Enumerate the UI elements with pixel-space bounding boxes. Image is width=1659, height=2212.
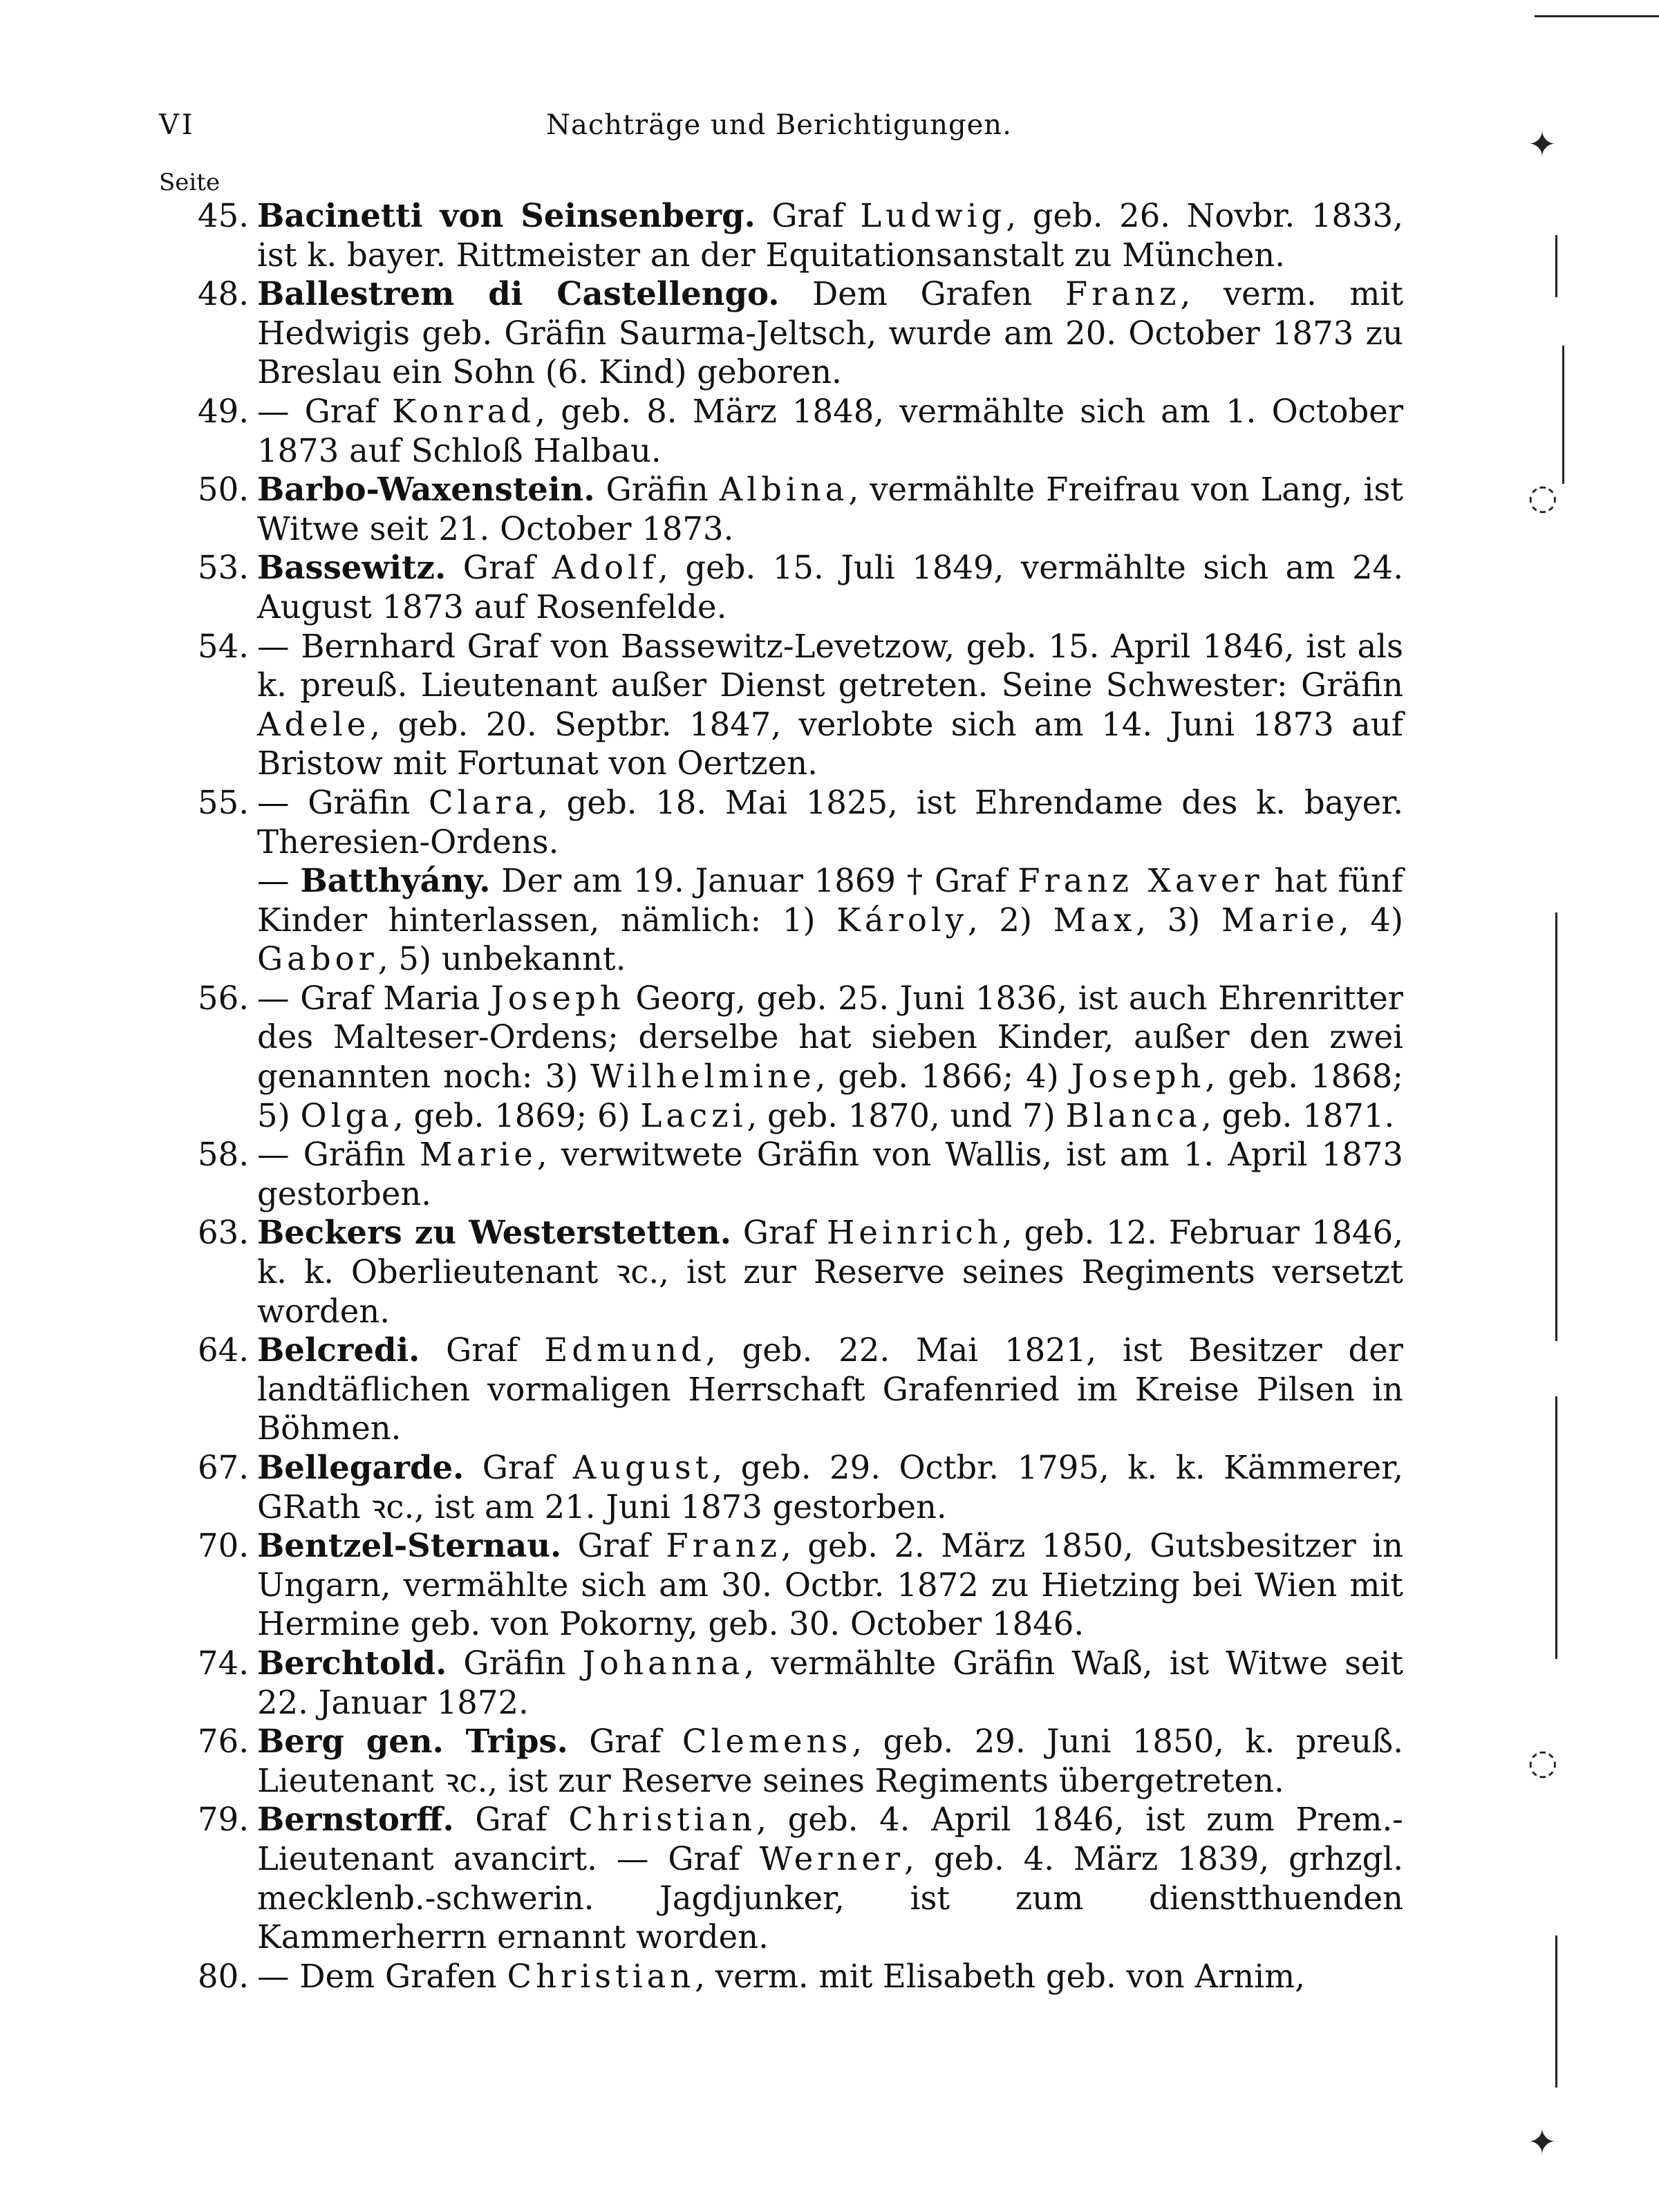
entry-text xyxy=(257,1448,1403,1526)
spaced-given-name: Clemens xyxy=(682,1723,852,1761)
entry xyxy=(159,1957,1403,1996)
entry-text-run: , 5) unbekannt. xyxy=(377,940,626,978)
family-name: Bassewitz. xyxy=(257,548,447,587)
entry-number: 54. xyxy=(198,627,249,665)
entry-number: 67. xyxy=(198,1449,249,1486)
entry xyxy=(159,1448,1403,1526)
page-header xyxy=(159,97,1403,159)
entry-text-run: hat fünf Kinder hinterlassen, nämlich: 1) xyxy=(257,862,1403,939)
spaced-given-name: Olga xyxy=(300,1096,393,1134)
spaced-given-name: Joseph xyxy=(1071,1058,1206,1096)
spaced-given-name: Heinrich xyxy=(826,1214,1002,1252)
entry-text xyxy=(257,1526,1403,1644)
spaced-given-name: Adele xyxy=(257,705,371,743)
margin-stroke xyxy=(1555,1396,1557,1659)
spaced-given-name: Joseph xyxy=(491,979,625,1017)
entry-text-run: Graf xyxy=(731,1214,827,1252)
margin-blot-icon: ✦ xyxy=(1528,124,1557,165)
entry xyxy=(159,392,1403,470)
entry-number: 63. xyxy=(198,1214,249,1252)
entry-text xyxy=(257,979,1403,1135)
entry xyxy=(159,1722,1403,1800)
spaced-given-name: Albina xyxy=(719,471,849,509)
entry-text-run: — Graf xyxy=(257,392,393,430)
entry-text-run: Graf xyxy=(755,197,861,234)
family-name: Batthyány. xyxy=(300,861,491,900)
entry-text-run: , verwitwete Gräfin von Wallis, ist am 1. April 1873 gestorben. xyxy=(257,1136,1404,1212)
entry-text-run: Gräfin xyxy=(447,1644,583,1682)
entry-text-run: Georg, geb. 25. Juni 1836, ist auch Ehrenritter des Malteser-Ordens; derselbe hat sieben Kinder, außer den zwei genannten noch: 3) xyxy=(257,979,1403,1096)
margin-stroke xyxy=(1555,912,1557,1341)
entry-text-run: — Gräfin xyxy=(257,1136,420,1174)
entry-text-run: , geb. 4. März 1839, grhzgl. mecklenb.-schwerin. Jagdjunker, ist zum dienstthuenden Kammerherrn ernannt worden. xyxy=(257,1839,1403,1956)
entry-text-run: , 2) xyxy=(967,901,1053,939)
entry-text-run: — Dem Grafen xyxy=(257,1957,507,1995)
entry-number: 76. xyxy=(198,1723,249,1761)
entry-text xyxy=(257,627,1403,783)
spaced-given-name: Marie xyxy=(419,1136,537,1174)
entry-text-run: , geb. 15. Juli 1849, vermählte sich am 24. August 1873 auf Rosenfelde. xyxy=(257,549,1403,626)
spaced-given-name: Ludwig xyxy=(860,197,1006,234)
spaced-given-name: Johanna xyxy=(582,1644,744,1682)
entry-text-run: , geb. 12. Februar 1846, k. k. Oberlieutenant ꝛc., ist zur Reserve seines Regiments versetzt worden. xyxy=(257,1214,1403,1330)
spaced-given-name: Christian xyxy=(568,1801,757,1839)
margin-stroke xyxy=(1562,346,1564,484)
entry-text-run: , geb. 4. April 1846, ist zum Prem.-Lieutenant avancirt. — Graf xyxy=(257,1801,1404,1877)
family-name: Ballestrem di Castellengo. xyxy=(257,274,780,313)
family-name: Bernstorff. xyxy=(257,1800,454,1839)
entry-text-run: — Graf Maria xyxy=(257,979,491,1017)
entry-number: 58. xyxy=(198,1136,249,1174)
entry xyxy=(159,1135,1403,1213)
margin-rule xyxy=(1535,15,1659,17)
entry-text xyxy=(257,1800,1403,1956)
entry-text-run: , geb. 29. Juni 1850, k. preuß. Lieutenant ꝛc., ist zur Reserve seines Regiments übergetreten. xyxy=(257,1723,1403,1799)
entry-text-run: , geb. 1870, und 7) xyxy=(747,1096,1066,1134)
entry-text-run: , 4) xyxy=(1338,901,1403,939)
entry-number: 80. xyxy=(198,1957,249,1995)
spaced-given-name: Max xyxy=(1053,901,1136,939)
family-name: Bacinetti von Seinsenberg. xyxy=(257,196,756,234)
spaced-given-name: Adolf xyxy=(552,549,659,587)
margin-stroke xyxy=(1555,1936,1557,2088)
entry-text xyxy=(257,470,1403,548)
running-title: Nachträge und Berichtigungen. xyxy=(546,109,1012,141)
family-name: Berg gen. Trips. xyxy=(257,1722,568,1761)
entry-text-run: , geb. 29. Octbr. 1795, k. k. Kämmerer, GRath ꝛc., ist am 21. Juni 1873 gestorben. xyxy=(257,1449,1403,1526)
entry xyxy=(159,1644,1403,1722)
page-number: VI xyxy=(159,109,196,141)
entry-number: 70. xyxy=(198,1527,249,1565)
spaced-given-name: Blanca xyxy=(1065,1096,1201,1134)
entry-number: 45. xyxy=(198,197,249,234)
entry-text xyxy=(257,861,1403,979)
entry-text-run: , geb. 26. Novbr. 1833, ist k. bayer. Rittmeister an der Equitationsanstalt zu München. xyxy=(257,197,1403,274)
entry-text-run: , vermählte Freifrau von Lang, ist Witwe seit 21. October 1873. xyxy=(257,471,1403,547)
family-name: Bentzel-Sternau. xyxy=(257,1526,562,1565)
margin-bracket-icon: ◌ xyxy=(1528,477,1558,517)
entry-number: 55. xyxy=(198,783,249,821)
entry-text-run: , geb. 22. Mai 1821, ist Besitzer der landtäflichen vormaligen Herrschaft Grafenried im Kreise Pilsen in Böhmen. xyxy=(257,1331,1403,1447)
family-name: Barbo-Waxenstein. xyxy=(257,470,595,509)
entry-text xyxy=(257,274,1403,392)
entry-text xyxy=(257,1644,1403,1722)
entry-text xyxy=(257,392,1403,470)
entry-text-run: , geb. 2. März 1850, Gutsbesitzer in Ungarn, vermählte sich am 30. Octbr. 1872 zu Hietzing bei Wien mit Hermine geb. von Pokorny, geb. 30. October 1846. xyxy=(257,1527,1404,1643)
spaced-given-name: Marie xyxy=(1221,901,1339,939)
entry-number: 74. xyxy=(198,1644,249,1682)
entry-text-run: , geb. 1869; 6) xyxy=(393,1096,641,1134)
entry-number: 79. xyxy=(198,1801,249,1839)
spaced-given-name: August xyxy=(572,1449,713,1486)
family-name: Bellegarde. xyxy=(257,1448,465,1486)
entry-text xyxy=(257,548,1403,626)
spaced-given-name: Edmund xyxy=(544,1331,706,1369)
entry-number: 64. xyxy=(198,1331,249,1369)
entry-text-run: Graf xyxy=(453,1801,569,1839)
spaced-given-name: Clara xyxy=(429,783,538,821)
entry-text-run: Der am 19. Januar 1869 † Graf xyxy=(490,862,1018,900)
entry-number: 56. xyxy=(198,979,249,1017)
entry-text-run: Graf xyxy=(446,549,552,587)
entry xyxy=(159,274,1403,392)
entry-text xyxy=(257,196,1403,274)
entry xyxy=(159,1526,1403,1644)
entry-number: 53. xyxy=(198,549,249,587)
entry-text xyxy=(257,1722,1403,1800)
entry-text-run: Gräfin xyxy=(594,471,720,509)
entry-text xyxy=(257,783,1403,861)
spaced-given-name: Christian xyxy=(507,1957,695,1995)
seite-label: Seite xyxy=(159,169,221,196)
entry-text-run: , geb. 18. Mai 1825, ist Ehrendame des k. bayer. Theresien-Ordens. xyxy=(257,783,1403,861)
entry xyxy=(159,470,1403,548)
entry-text-run: , verm. mit Elisabeth geb. von Arnim, xyxy=(695,1957,1306,1995)
entry xyxy=(159,979,1403,1135)
entry-text xyxy=(257,1331,1403,1448)
entry xyxy=(159,548,1403,626)
entry-text-run: Graf xyxy=(464,1449,573,1486)
entry-text-run: — Gräfin xyxy=(257,783,429,821)
entry-text-run: Dem Grafen xyxy=(779,275,1065,313)
entry-text-run: , geb. 8. März 1848, vermählte sich am 1. October 1873 auf Schloß Halbau. xyxy=(257,392,1403,469)
entry-text-run: , geb. 20. Septbr. 1847, verlobte sich am 14. Juni 1873 auf Bristow mit Fortunat von Oertzen. xyxy=(257,705,1403,782)
entry-text-run: Graf xyxy=(420,1331,545,1369)
entry xyxy=(159,196,1403,274)
spaced-given-name: Wilhelmine xyxy=(590,1058,816,1096)
entry xyxy=(159,1213,1403,1331)
entry-text-run: — Bernhard Graf von Bassewitz-Levetzow, geb. 15. April 1846, ist als k. preuß. Lieutenant außer Dienst getreten. Seine Schwester: Gräfin xyxy=(257,627,1403,704)
margin-bracket-icon: ◌ xyxy=(1528,1742,1558,1782)
entry xyxy=(159,1331,1403,1448)
entry-number: 50. xyxy=(198,471,249,509)
family-name: Berchtold. xyxy=(257,1643,447,1682)
entry-text-run: , geb. 1868; 5) xyxy=(257,1058,1403,1134)
entry-text xyxy=(257,1213,1403,1331)
document-page xyxy=(159,97,1403,2198)
entry-text-run: , verm. mit Hedwigis geb. Gräfin Saurma-Jeltsch, wurde am 20. October 1873 zu Breslau ein Sohn (6. Kind) geboren. xyxy=(257,275,1404,391)
entry xyxy=(159,861,1403,979)
entry-number: 48. xyxy=(198,275,249,313)
entry-number: 49. xyxy=(198,392,249,430)
family-name: Beckers zu Westerstetten. xyxy=(257,1213,731,1252)
entry-text xyxy=(257,1957,1403,1996)
entry-text-run: Graf xyxy=(568,1723,682,1761)
margin-stroke xyxy=(1555,235,1557,297)
spaced-given-name: Franz xyxy=(666,1527,782,1565)
entry-text-run: , geb. 1866; 4) xyxy=(815,1058,1071,1096)
margin-blot-icon: ✦ xyxy=(1528,2122,1557,2162)
spaced-given-name: Konrad xyxy=(392,392,536,430)
entry xyxy=(159,627,1403,783)
spaced-given-name: Laczi xyxy=(640,1096,747,1134)
entry-text-run: Graf xyxy=(561,1527,666,1565)
spaced-given-name: Werner xyxy=(759,1839,905,1877)
margin-annotations xyxy=(1500,0,1659,2212)
family-name: Belcredi. xyxy=(257,1331,420,1369)
entry-text xyxy=(257,1135,1403,1213)
spaced-given-name: Franz Xaver xyxy=(1018,862,1264,900)
entry xyxy=(159,783,1403,861)
spaced-given-name: Gabor xyxy=(257,940,378,978)
entry-text-run: , vermählte Gräfin Waß, ist Witwe seit 22. Januar 1872. xyxy=(257,1644,1404,1721)
spaced-given-name: Károly xyxy=(836,901,968,939)
entry-text-run: , geb. 1871. xyxy=(1201,1096,1395,1134)
entry-list xyxy=(159,196,1403,1996)
entry xyxy=(159,1800,1403,1956)
entry-text-run: , 3) xyxy=(1136,901,1221,939)
entry-text-run: — xyxy=(257,862,301,900)
spaced-given-name: Franz xyxy=(1065,275,1181,313)
